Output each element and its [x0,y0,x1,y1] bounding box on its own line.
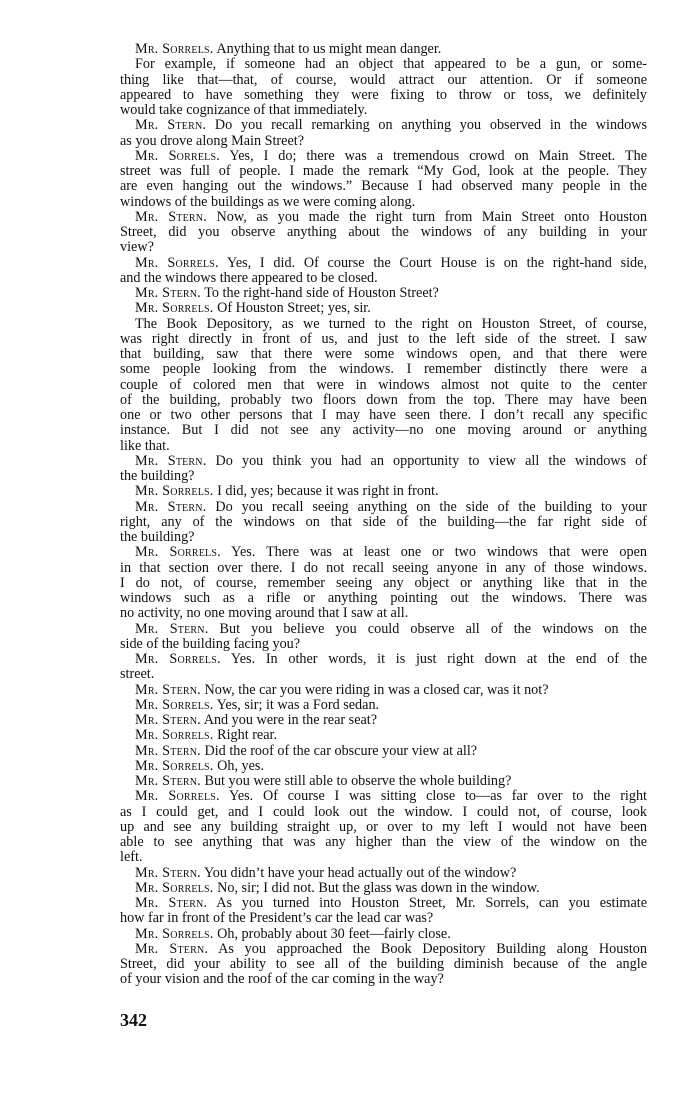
line-text: side of the building facing you? [120,635,301,652]
text-line [120,149,647,164]
line-text: But you believe you could observe all of the windows on the [208,620,647,637]
line-text: Anything that to us might mean danger. [213,41,442,57]
line-text: one or two other persons that I may have seen there. I don’t recall any specific [120,407,647,423]
text-line [120,73,647,88]
text-line [120,515,647,530]
line-text: I do not, of course, remember seeing any object or anything like that in the [120,574,647,591]
line-text: For example, if someone had an object that appeared to be a gun, or some- [135,56,647,73]
speaker-name: Mr. Sorrels. [135,254,219,271]
text-line [120,454,647,469]
testimony-paragraph [120,881,647,896]
line-text: No, sir; I did not. But the glass was down in the window. [213,879,540,896]
testimony-paragraph [120,698,647,713]
line-text: up and see any building straight up, or over to my left I would not have been [120,818,647,835]
page-number: 342 [120,1010,147,1030]
line-text: Yes, I do; there was a tremendous crowd on Main Street. The [219,147,647,164]
text-line [120,103,647,118]
text-line [120,713,647,728]
line-text: To the right-hand side of Houston Street? [200,285,439,301]
speaker-name: Mr. Sorrels. [135,788,220,805]
line-text: windows of the buildings as we were coming along. [120,193,416,210]
line-text: are even hanging out the windows.” Because I had observed many people in the [120,178,647,195]
text-line [120,728,647,743]
text-line [120,179,647,194]
speaker-name: Mr. Stern. [135,681,201,698]
line-text: Right rear. [213,727,277,744]
text-line [120,378,647,393]
line-text: some people looking from the windows. I remember distinctly there were a [120,361,647,378]
testimony-paragraph [120,774,647,789]
line-text: street. [120,666,155,683]
text-line [120,576,647,591]
speaker-name: Mr. Stern. [135,864,201,881]
testimony-paragraph [120,744,647,759]
speaker-name: Mr. Stern. [135,940,209,957]
text-line [120,820,647,835]
text-line [120,835,647,850]
speaker-name: Mr. Sorrels. [135,483,214,500]
testimony-paragraph [120,789,647,865]
text-line [120,622,647,637]
line-text: able to see anything that was any higher than the view of the window on the [120,834,647,850]
speaker-name: Mr. Stern. [135,452,207,469]
speaker-name: Mr. Stern. [135,117,207,134]
line-text: appeared to have something they were fixing to throw or toss, we definitely [120,86,647,103]
testimony-paragraph [120,317,647,454]
text-line [120,271,647,286]
line-text: would take cognizance of that immediately. [120,102,368,118]
speaker-name: Mr. Sorrels. [135,147,220,164]
testimony-paragraph [120,652,647,683]
text-line [120,667,647,682]
testimony-paragraph [120,286,647,301]
text-line [120,210,647,225]
text-line [120,301,647,316]
testimony-paragraph [120,301,647,316]
line-text: Yes. Of course I was sitting close to—as far over to the right [219,788,647,805]
text-line [120,118,647,133]
text-line [120,759,647,774]
text-line [120,317,647,332]
speaker-name: Mr. Sorrels. [135,925,214,942]
line-text: Street, did you observe anything about the windows of any building in your [120,224,647,240]
testimony-paragraph [120,256,647,287]
testimony-paragraph [120,713,647,728]
text-line [120,57,647,72]
transcript-body [120,42,647,988]
line-text: Now, as you made the right turn from Main Street onto Houston [206,208,647,225]
speaker-name: Mr. Stern. [135,895,208,911]
line-text: that building, saw that there were some windows open, and that there were [120,346,647,362]
speaker-name: Mr. Sorrels. [135,879,214,896]
testimony-paragraph [120,500,647,546]
line-text: no activity, no one moving around that I saw at all. [120,605,409,622]
testimony-paragraph [120,683,647,698]
line-text: like that. [120,437,170,454]
text-line [120,42,647,57]
line-text: street was full of people. I made the remark “My God, look at the people. They [120,163,647,179]
speaker-name: Mr. Stern. [135,285,201,301]
line-text: right, any of the windows on that side of the building—the far right side of [120,513,647,530]
line-text: of your vision and the roof of the car coming in the way? [120,971,444,988]
testimony-paragraph [120,728,647,743]
text-line [120,423,647,438]
line-text: how far in front of the President’s car the lead car was? [120,910,434,927]
text-line [120,942,647,957]
testimony-paragraph [120,759,647,774]
text-line [120,286,647,301]
line-text: The Book Depository, as we turned to the right on Houston Street, of course, [135,315,647,332]
speaker-name: Mr. Sorrels. [135,300,214,317]
speaker-name: Mr. Stern. [135,498,207,515]
testimony-paragraph [120,484,647,499]
text-line [120,683,647,698]
testimony-paragraph [120,927,647,942]
text-line [120,500,647,515]
speaker-name: Mr. Sorrels. [135,757,214,774]
speaker-name: Mr. Sorrels. [135,544,221,561]
line-text: Of Houston Street; yes, sir. [213,300,371,317]
text-line [120,134,647,149]
line-text: as you drove along Main Street? [120,132,304,149]
text-line [120,484,647,499]
line-text: Do you recall remarking on anything you observed in the windows [206,117,647,134]
line-text: windows such as a rifle or anything pointing out the windows. There was [120,590,647,606]
speaker-name: Mr. Sorrels. [135,41,214,57]
testimony-paragraph [120,866,647,881]
line-text: was right directly in front of us, and just to the left side of the street. I saw [120,330,647,347]
line-text: And you were in the rear seat? [200,712,378,728]
text-line [120,744,647,759]
line-text: Yes. In other words, it is just right down at the end of the [220,651,647,667]
line-text: As you approached the Book Depository Building along Houston [208,940,647,957]
text-line [120,256,647,271]
line-text: Oh, yes. [213,757,265,774]
text-line [120,439,647,454]
text-line [120,881,647,896]
line-text: Did the roof of the car obscure your view at all? [200,742,478,759]
text-line [120,957,647,972]
text-line [120,240,647,255]
line-text: Yes. There was at least one or two windows that were open [220,544,647,561]
testimony-paragraph [120,57,647,118]
testimony-paragraph [120,454,647,485]
testimony-paragraph [120,896,647,927]
text-line [120,850,647,865]
testimony-paragraph [120,622,647,653]
text-line [120,393,647,408]
line-text: You didn’t have your head actually out of the window? [200,864,517,881]
text-line [120,698,647,713]
testimony-paragraph [120,118,647,149]
testimony-paragraph [120,149,647,210]
speaker-name: Mr. Sorrels. [135,651,221,667]
text-line [120,225,647,240]
line-text: But you were still able to observe the whole building? [200,773,512,789]
line-text: as I could get, and I could look out the window. I could not, of course, look [120,803,647,820]
line-text: thing like that—that, of course, would attract our attention. Or if someone [120,71,647,88]
line-text: Yes, I did. Of course the Court House is on the right-hand side, [218,254,647,271]
line-text: Street, did your ability to see all of the building diminish because of the angle [120,956,647,972]
text-line [120,469,647,484]
speaker-name: Mr. Stern. [135,620,209,637]
line-text: in that section over there. I do not recall seeing anyone in any of those windows. [120,559,647,576]
line-text: couple of colored men that were in windows almost not quite to the center [120,376,647,393]
text-line [120,911,647,926]
text-line [120,805,647,820]
text-line [120,530,647,545]
text-line [120,347,647,362]
text-line [120,164,647,179]
line-text: I did, yes; because it was right in front. [213,483,439,500]
speaker-name: Mr. Stern. [135,742,201,759]
text-line [120,545,647,560]
line-text: the building? [120,529,195,545]
line-text: of the building, probably two floors down from the top. There may have been [120,391,647,408]
text-line [120,774,647,789]
speaker-name: Mr. Stern. [135,773,201,789]
text-line [120,789,647,804]
speaker-name: Mr. Sorrels. [135,696,214,713]
text-line [120,896,647,911]
line-text: Do you recall seeing anything on the side of the building to your [206,498,647,515]
testimony-paragraph [120,942,647,988]
line-text: Oh, probably about 30 feet—fairly close. [213,925,451,942]
text-line [120,606,647,621]
text-line [120,866,647,881]
line-text: Do you think you had an opportunity to view all the windows of [206,452,647,469]
text-line [120,637,647,652]
text-line [120,972,647,987]
text-line [120,927,647,942]
testimony-paragraph [120,545,647,621]
testimony-paragraph [120,210,647,256]
line-text: view? [120,239,154,256]
line-text: left. [120,849,143,866]
text-line [120,88,647,103]
line-text: Now, the car you were riding in was a closed car, was it not? [200,681,549,698]
speaker-name: Mr. Stern. [135,712,201,728]
text-line [120,591,647,606]
line-text: As you turned into Houston Street, Mr. Sorrels, can you estimate [207,895,647,911]
text-line [120,362,647,377]
text-line [120,652,647,667]
line-text: and the windows there appeared to be closed. [120,269,378,286]
text-line [120,195,647,210]
line-text: Yes, sir; it was a Ford sedan. [213,696,380,713]
text-line [120,408,647,423]
speaker-name: Mr. Stern. [135,208,207,225]
text-line [120,332,647,347]
text-line [120,561,647,576]
line-text: the building? [120,468,195,484]
line-text: instance. But I did not see any activity—no one moving around or anything [120,422,647,439]
speaker-name: Mr. Sorrels. [135,727,214,744]
testimony-paragraph [120,42,647,57]
